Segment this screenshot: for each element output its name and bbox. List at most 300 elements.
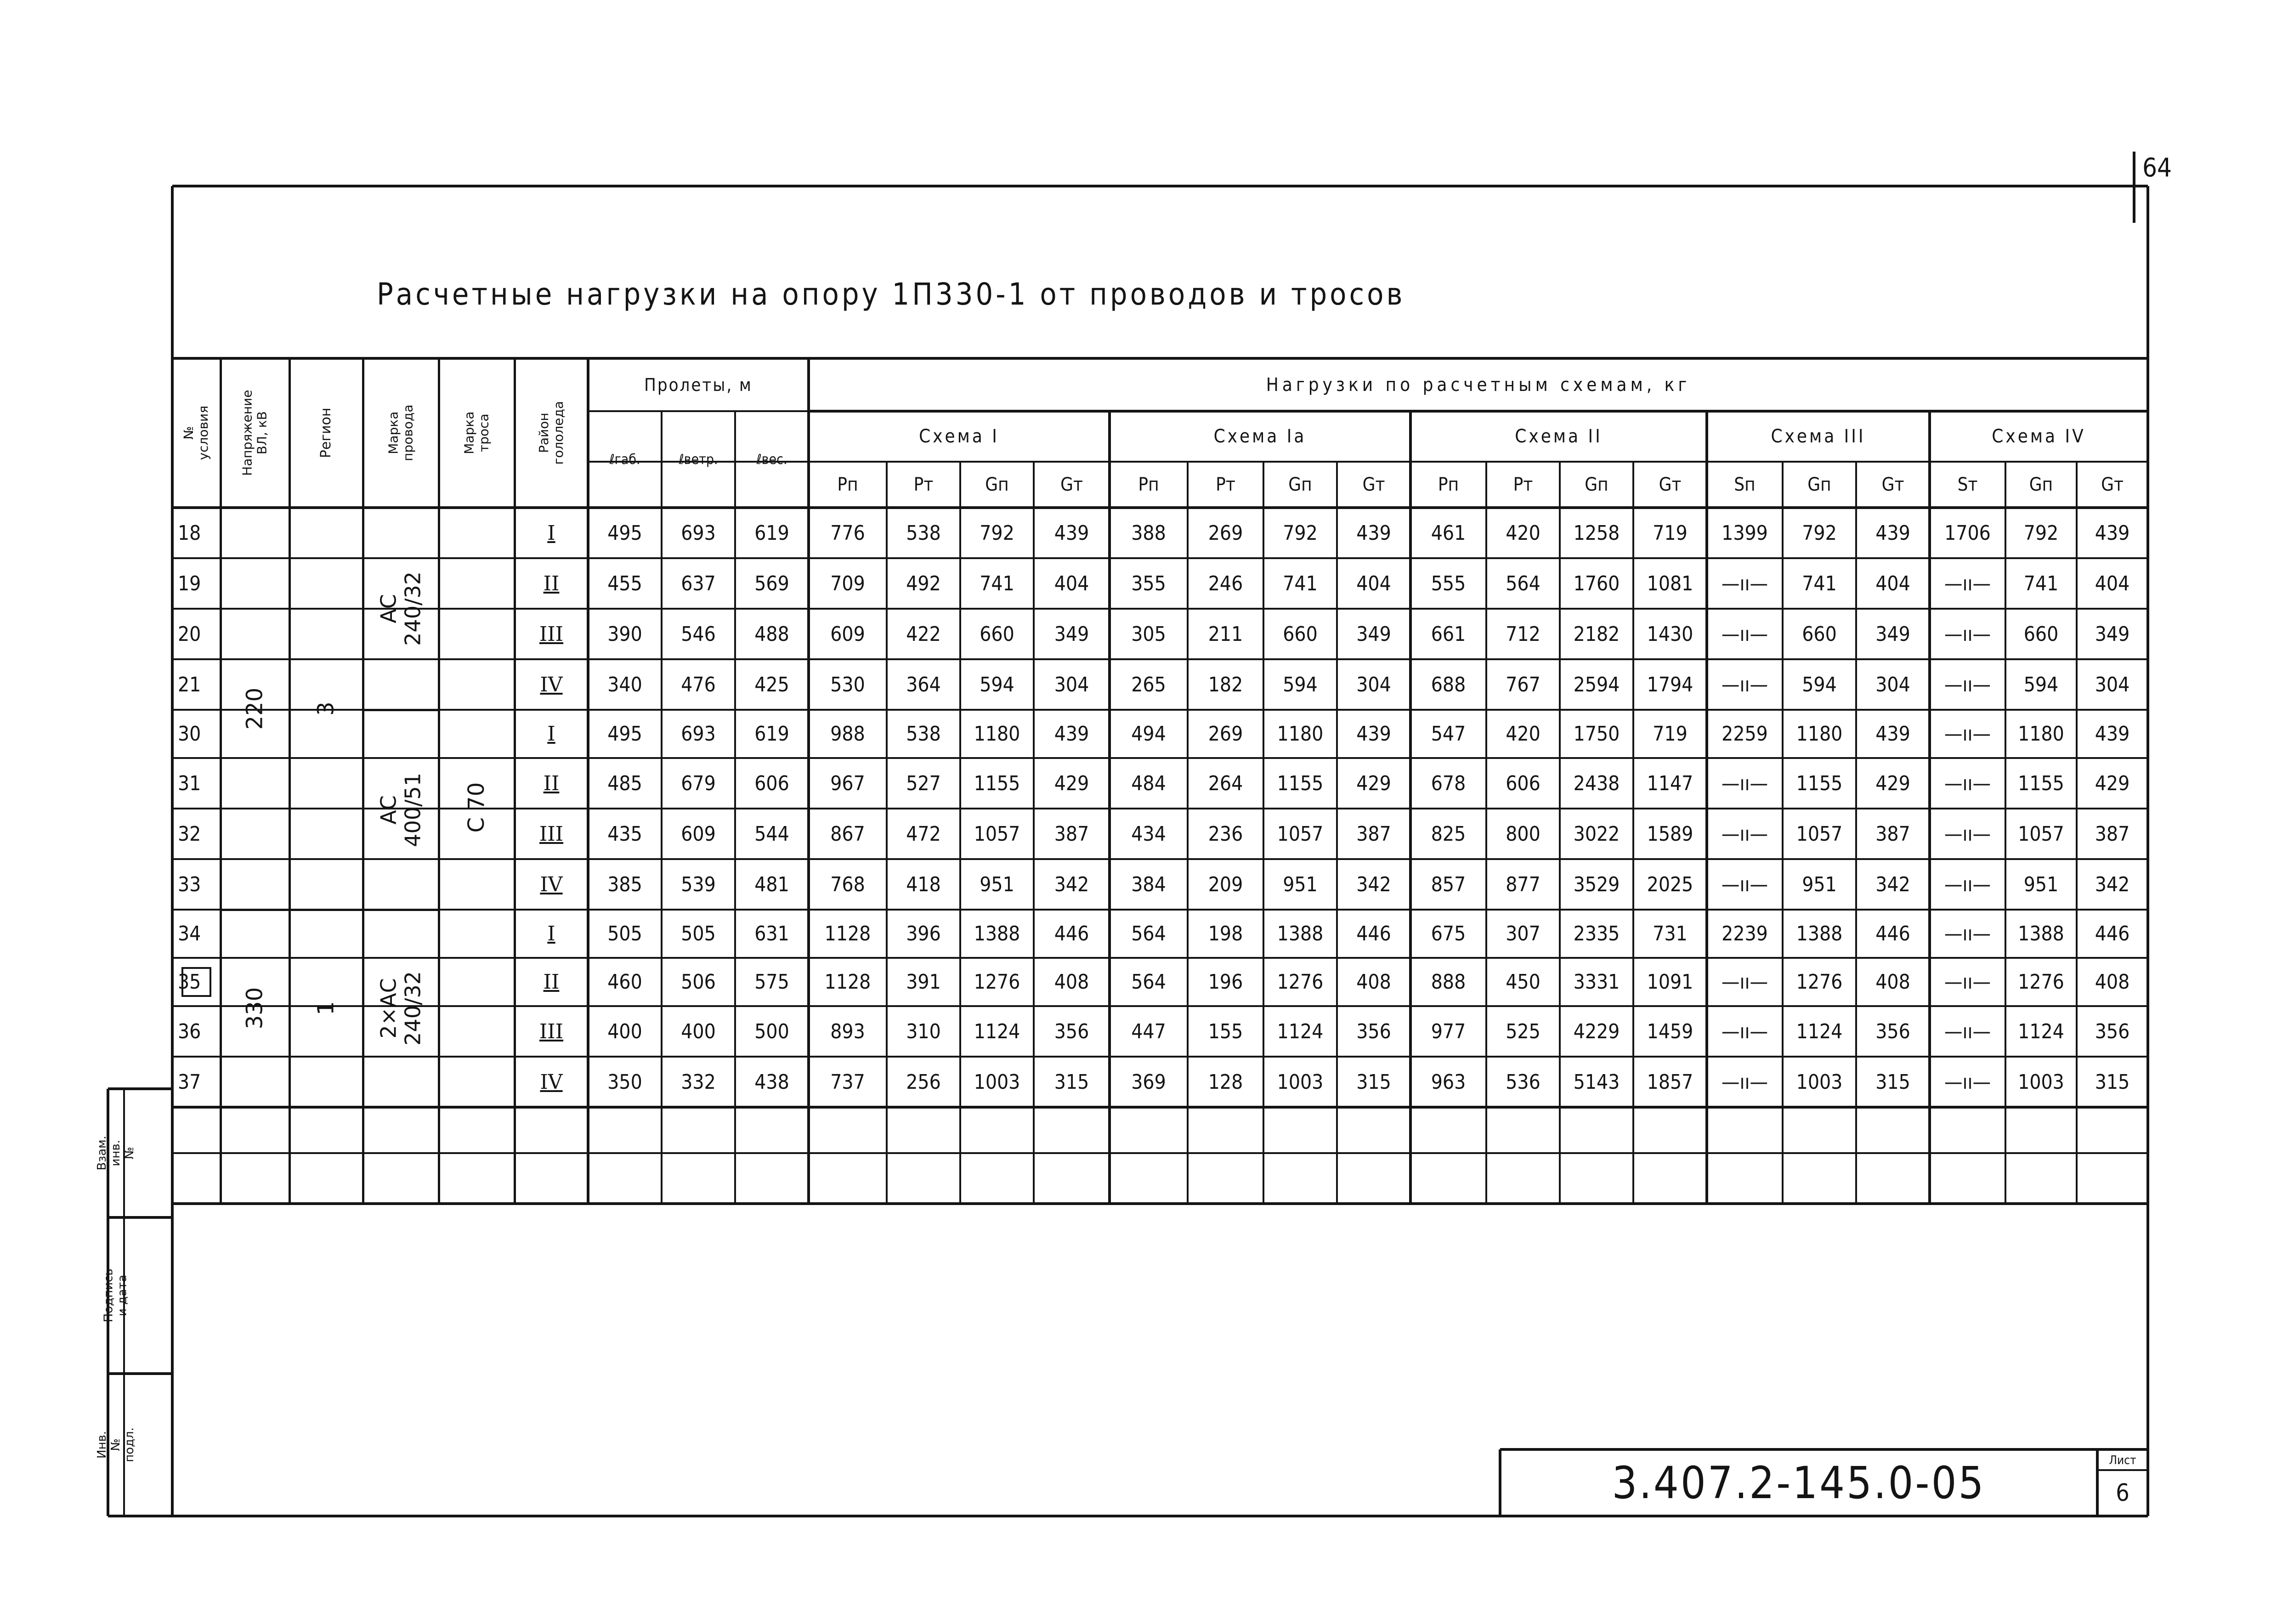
sheet-label: Лист [2109, 1454, 2136, 1467]
load-cell: 396 [906, 922, 941, 945]
span-cell: 631 [754, 922, 789, 945]
header-scheme-1: Схема I [919, 426, 999, 447]
load-cell: 446 [1054, 922, 1089, 945]
load-cell: 315 [1054, 1070, 1089, 1094]
load-cell: 877 [1506, 872, 1540, 896]
ice-region-cell: I [547, 722, 555, 746]
span-cell: 637 [681, 572, 716, 595]
header-loads: Нагрузки по расчетным схемам, кг [1266, 374, 1691, 396]
load-cell: 439 [1054, 521, 1089, 545]
span-cell: 390 [607, 622, 642, 646]
load-cell: 236 [1208, 822, 1243, 846]
load-cell: 265 [1131, 673, 1166, 696]
load-cell: 315 [2095, 1070, 2130, 1094]
load-cell: 356 [1356, 1019, 1391, 1043]
load-cell: 349 [2095, 622, 2130, 646]
load-cell: 420 [1506, 521, 1540, 545]
condition-number: 33 [178, 872, 201, 896]
load-cell: 387 [1356, 822, 1391, 846]
load-cell: 737 [830, 1070, 865, 1094]
load-cell: 446 [2095, 922, 2130, 945]
load-cell: —ıı— [1721, 622, 1768, 646]
voltage-cell-2-text: 330 [242, 987, 268, 1030]
load-cell: 963 [1431, 1070, 1466, 1094]
load-cell: 349 [1875, 622, 1910, 646]
load-cell: 269 [1208, 521, 1243, 545]
span-cell: 340 [607, 673, 642, 696]
header-voltage-text: Напряжение ВЛ, кВ [239, 390, 270, 476]
load-cell: 439 [1054, 722, 1089, 746]
condition-number: 32 [178, 822, 201, 846]
header-scheme-1-col: Pт [913, 474, 934, 495]
load-cell: 439 [2095, 722, 2130, 746]
region-cell-1 [289, 508, 363, 910]
load-cell: 594 [2023, 673, 2059, 696]
load-cell: 1124 [1277, 1019, 1324, 1043]
load-cell: 712 [1506, 622, 1540, 646]
load-cell: —ıı— [1721, 673, 1768, 696]
load-cell: 384 [1131, 872, 1166, 896]
region-cell-2-text: 1 [313, 1001, 339, 1016]
condition-number: 18 [178, 521, 201, 545]
load-cell: 429 [1875, 771, 1910, 795]
load-cell: 198 [1208, 922, 1243, 945]
load-cell: 408 [1875, 970, 1910, 994]
load-cell: 355 [1131, 572, 1166, 595]
condition-number: 37 [178, 1070, 201, 1094]
load-cell: 547 [1431, 722, 1466, 746]
load-cell: 420 [1506, 722, 1540, 746]
load-cell: 1388 [2018, 922, 2064, 945]
span-cell: 546 [681, 622, 716, 646]
load-cell: 342 [1875, 872, 1910, 896]
load-cell: 951 [1283, 872, 1318, 896]
load-cell: 1180 [974, 722, 1020, 746]
condition-number: 20 [178, 622, 201, 646]
ice-region-cell: III [539, 1019, 564, 1043]
load-cell: 800 [1506, 822, 1540, 846]
load-cell: 1589 [1647, 822, 1693, 846]
load-cell: 446 [1875, 922, 1910, 945]
load-cell: 364 [906, 673, 941, 696]
load-cell: 1003 [1277, 1070, 1324, 1094]
header-cable-grade [439, 358, 515, 508]
load-cell: 3529 [1573, 872, 1620, 896]
load-cell: 660 [980, 622, 1014, 646]
condition-number: 30 [178, 722, 201, 746]
header-ice-region [515, 358, 588, 508]
load-cell: 776 [830, 521, 865, 545]
load-cell: 1750 [1573, 722, 1620, 746]
load-cell: 2438 [1573, 771, 1620, 795]
header-scheme-3-col: Pп [1438, 474, 1459, 495]
load-cell: 1180 [1796, 722, 1843, 746]
span-cell: 500 [754, 1019, 789, 1043]
load-cell: 660 [2023, 622, 2059, 646]
load-cell: 387 [1875, 822, 1910, 846]
span-cell: 495 [607, 722, 642, 746]
ice-region-cell: I [547, 922, 555, 945]
load-cell: 1258 [1573, 521, 1620, 545]
load-cell: 439 [2095, 521, 2130, 545]
load-cell: 196 [1208, 970, 1243, 994]
stamp-replacement-inv-text: Взам. инв. № [95, 1136, 136, 1171]
wire-cell-1-text: АС 240/32 [376, 572, 425, 646]
load-cell: 1760 [1573, 572, 1620, 595]
load-cell: 741 [980, 572, 1014, 595]
load-cell: —ıı— [1944, 970, 1991, 994]
span-cell: 505 [681, 922, 716, 945]
load-cell: —ıı— [1721, 1070, 1768, 1094]
load-cell: —ıı— [1944, 922, 1991, 945]
span-cell: 485 [607, 771, 642, 795]
load-cell: 155 [1208, 1019, 1243, 1043]
voltage-cell-2 [221, 910, 289, 1107]
load-cell: 404 [2095, 572, 2130, 595]
load-cell: —ıı— [1944, 771, 1991, 795]
load-cell: 688 [1431, 673, 1466, 696]
condition-number: 19 [178, 572, 201, 595]
load-cell: 461 [1431, 521, 1466, 545]
header-scheme-5-col: Gп [2029, 474, 2053, 495]
span-cell: 575 [754, 970, 789, 994]
load-cell: 538 [906, 722, 941, 746]
page-number: 64 [2142, 153, 2172, 183]
load-cell: 429 [1356, 771, 1391, 795]
load-cell: 530 [830, 673, 865, 696]
load-cell: 1128 [824, 970, 871, 994]
load-cell: 741 [1802, 572, 1837, 595]
load-cell: 304 [2095, 673, 2130, 696]
load-cell: —ıı— [1944, 622, 1991, 646]
load-cell: 792 [1802, 521, 1837, 545]
stamp-replacement-inv [95, 1089, 136, 1217]
load-cell: 825 [1431, 822, 1466, 846]
load-cell: 1155 [1277, 771, 1324, 795]
ice-region-cell: II [543, 970, 560, 994]
header-scheme-4: Схема III [1771, 426, 1866, 447]
load-cell: 1057 [2018, 822, 2064, 846]
span-cell: 435 [607, 822, 642, 846]
ice-region-cell: IV [540, 1070, 563, 1094]
load-cell: 388 [1131, 521, 1166, 545]
header-scheme-4-col: Gп [1807, 474, 1831, 495]
load-cell: 447 [1131, 1019, 1166, 1043]
header-scheme-1-col: Pп [837, 474, 858, 495]
span-cell: 693 [681, 722, 716, 746]
load-cell: 342 [1054, 872, 1089, 896]
load-cell: 315 [1356, 1070, 1391, 1094]
load-cell: 310 [906, 1019, 941, 1043]
load-cell: —ıı— [1944, 722, 1991, 746]
span-cell: 488 [754, 622, 789, 646]
load-cell: 1057 [1796, 822, 1843, 846]
load-cell: 1388 [1277, 922, 1324, 945]
load-cell: 888 [1431, 970, 1466, 994]
load-cell: 1276 [1796, 970, 1843, 994]
load-cell: 893 [830, 1019, 865, 1043]
load-cell: 741 [2023, 572, 2059, 595]
load-cell: 1003 [2018, 1070, 2064, 1094]
cable-cell-1 [439, 508, 515, 1107]
load-cell: 5143 [1573, 1070, 1620, 1094]
header-scheme-4-col: Sп [1734, 474, 1756, 495]
span-cell: 350 [607, 1070, 642, 1094]
stamp-inv-no-text: Инв. № подл. [95, 1427, 136, 1462]
load-cell: 439 [1875, 521, 1910, 545]
grid-line-horizontal [172, 1202, 2148, 1205]
document-code: 3.407.2-145.0-05 [1612, 1457, 1986, 1509]
load-cell: 1124 [974, 1019, 1020, 1043]
load-cell: 2239 [1722, 922, 1768, 945]
span-cell: 400 [607, 1019, 642, 1043]
load-cell: 128 [1208, 1070, 1243, 1094]
load-cell: 1003 [1796, 1070, 1843, 1094]
span-cell: 460 [607, 970, 642, 994]
load-cell: 1091 [1647, 970, 1693, 994]
load-cell: 356 [2095, 1019, 2130, 1043]
load-cell: 2259 [1722, 722, 1768, 746]
load-cell: —ıı— [1721, 572, 1768, 595]
ice-region-cell: II [543, 572, 560, 595]
load-cell: 2335 [1573, 922, 1620, 945]
load-cell: 660 [1802, 622, 1837, 646]
load-cell: 594 [980, 673, 1014, 696]
header-scheme-3-col: Gп [1585, 474, 1608, 495]
grid-line-horizontal [172, 1152, 2148, 1154]
header-scheme-3: Схема II [1515, 426, 1603, 447]
load-cell: 1459 [1647, 1019, 1693, 1043]
load-cell: 1057 [974, 822, 1020, 846]
load-cell: 564 [1131, 922, 1166, 945]
span-cell: 569 [754, 572, 789, 595]
header-wire-grade-text: Марка провода [385, 404, 416, 462]
span-cell: 539 [681, 872, 716, 896]
span-cell: 505 [607, 922, 642, 945]
load-cell: 661 [1431, 622, 1466, 646]
wire-cell-2 [363, 710, 439, 910]
wire-cell-1 [363, 508, 439, 710]
load-cell: 538 [906, 521, 941, 545]
load-cell: 429 [1054, 771, 1089, 795]
load-cell: 1180 [1277, 722, 1324, 746]
load-cell: 439 [1356, 722, 1391, 746]
load-cell: 387 [2095, 822, 2130, 846]
load-cell: 1155 [974, 771, 1020, 795]
wire-cell-3 [363, 910, 439, 1107]
load-cell: 792 [1283, 521, 1318, 545]
load-cell: 439 [1875, 722, 1910, 746]
load-cell: 977 [1431, 1019, 1466, 1043]
region-cell-1-text: 3 [313, 702, 339, 716]
load-cell: 1180 [2018, 722, 2064, 746]
header-cable-grade-text: Марка троса [461, 411, 492, 455]
page-title: Расчетные нагрузки на опору 1П330-1 от проводов и тросов [377, 276, 1405, 312]
ice-region-cell: III [539, 622, 564, 646]
load-cell: 857 [1431, 872, 1466, 896]
load-cell: 967 [830, 771, 865, 795]
header-scheme-5-col: Gт [2101, 474, 2124, 495]
load-cell: 1794 [1647, 673, 1693, 696]
stamp-signature-date [102, 1217, 130, 1374]
stamp-inv-no [95, 1374, 136, 1516]
load-cell: 594 [1802, 673, 1837, 696]
load-cell: 315 [1875, 1070, 1910, 1094]
span-cell: 619 [754, 722, 789, 746]
load-cell: 594 [1283, 673, 1318, 696]
load-cell: 1399 [1722, 521, 1768, 545]
load-cell: 307 [1506, 922, 1540, 945]
span-cell: 506 [681, 970, 716, 994]
cable-cell-1-text: С 70 [463, 782, 489, 833]
load-cell: 1388 [974, 922, 1020, 945]
load-cell: 951 [2023, 872, 2059, 896]
load-cell: 349 [1054, 622, 1089, 646]
load-cell: 527 [906, 771, 941, 795]
load-cell: —ıı— [1721, 822, 1768, 846]
condition-number: 21 [178, 673, 201, 696]
load-cell: 2025 [1647, 872, 1693, 896]
load-cell: 304 [1054, 673, 1089, 696]
load-cell: 429 [2095, 771, 2130, 795]
load-cell: 342 [2095, 872, 2130, 896]
span-cell: 495 [607, 521, 642, 545]
span-cell: 400 [681, 1019, 716, 1043]
ice-region-cell: I [547, 521, 555, 545]
load-cell: 675 [1431, 922, 1466, 945]
header-span-weight: ℓвес. [756, 451, 787, 468]
load-cell: 391 [906, 970, 941, 994]
load-cell: —ıı— [1721, 1019, 1768, 1043]
header-region [289, 358, 363, 508]
header-region-text: Регион [317, 407, 334, 458]
load-cell: —ıı— [1944, 822, 1991, 846]
load-cell: 1128 [824, 922, 871, 945]
load-cell: —ıı— [1721, 771, 1768, 795]
load-cell: 492 [906, 572, 941, 595]
load-cell: 434 [1131, 822, 1166, 846]
load-cell: 564 [1506, 572, 1540, 595]
ice-region-cell: IV [540, 673, 563, 696]
header-scheme-3-col: Gт [1659, 474, 1682, 495]
load-cell: 709 [830, 572, 865, 595]
header-scheme-2-col: Pп [1138, 474, 1159, 495]
header-scheme-2-col: Gт [1362, 474, 1385, 495]
header-scheme-5-col: Sт [1957, 474, 1978, 495]
span-cell: 332 [681, 1070, 716, 1094]
load-cell: 564 [1131, 970, 1166, 994]
condition-number: 36 [178, 1019, 201, 1043]
ice-region-cell: III [539, 822, 564, 846]
load-cell: 1388 [1796, 922, 1843, 945]
load-cell: 792 [980, 521, 1014, 545]
load-cell: 1147 [1647, 771, 1693, 795]
ice-region-cell: II [543, 771, 560, 795]
load-cell: 305 [1131, 622, 1166, 646]
load-cell: 660 [1283, 622, 1318, 646]
header-scheme-2-col: Pт [1216, 474, 1235, 495]
load-cell: —ıı— [1944, 1070, 1991, 1094]
span-cell: 455 [607, 572, 642, 595]
load-cell: 741 [1283, 572, 1318, 595]
load-cell: 356 [1875, 1019, 1910, 1043]
span-cell: 679 [681, 771, 716, 795]
load-cell: 387 [1054, 822, 1089, 846]
load-cell: 2594 [1573, 673, 1620, 696]
load-cell: 439 [1356, 521, 1391, 545]
load-cell: 494 [1131, 722, 1166, 746]
voltage-cell-1 [221, 508, 289, 910]
load-cell: 269 [1208, 722, 1243, 746]
header-ice-region-text: Район гололеда [536, 401, 566, 465]
load-cell: 951 [980, 872, 1014, 896]
load-cell: 951 [1802, 872, 1837, 896]
region-cell-2 [289, 910, 363, 1107]
load-cell: 719 [1653, 722, 1688, 746]
load-cell: 246 [1208, 572, 1243, 595]
load-cell: 1276 [974, 970, 1020, 994]
wire-cell-2-text: АС 400/51 [376, 772, 425, 847]
load-cell: —ıı— [1944, 572, 1991, 595]
load-cell: 404 [1875, 572, 1910, 595]
load-cell: 525 [1506, 1019, 1540, 1043]
load-cell: 1276 [2018, 970, 2064, 994]
load-cell: —ıı— [1944, 872, 1991, 896]
load-cell: 2182 [1573, 622, 1620, 646]
span-cell: 476 [681, 673, 716, 696]
load-cell: 3331 [1573, 970, 1620, 994]
load-cell: 408 [1054, 970, 1089, 994]
span-cell: 425 [754, 673, 789, 696]
load-cell: 209 [1208, 872, 1243, 896]
load-cell: 408 [2095, 970, 2130, 994]
header-scheme-2-col: Gп [1288, 474, 1312, 495]
header-wire-grade [363, 358, 439, 508]
stamp-signature-date-text: Подпись и дата [102, 1268, 130, 1323]
header-scheme-3-col: Pт [1513, 474, 1533, 495]
load-cell: 792 [2023, 521, 2059, 545]
load-cell: 264 [1208, 771, 1243, 795]
span-cell: 385 [607, 872, 642, 896]
load-cell: 609 [830, 622, 865, 646]
load-cell: 1124 [2018, 1019, 2064, 1043]
load-cell: 1057 [1277, 822, 1324, 846]
load-cell: —ıı— [1721, 872, 1768, 896]
load-cell: —ıı— [1721, 970, 1768, 994]
grid-line-horizontal [172, 185, 2148, 187]
load-cell: 767 [1506, 673, 1540, 696]
load-cell: 450 [1506, 970, 1540, 994]
header-scheme-5: Схема IV [1992, 426, 2086, 447]
load-cell: 1706 [1944, 521, 1991, 545]
load-cell: —ıı— [1944, 673, 1991, 696]
load-cell: 606 [1506, 771, 1540, 795]
condition-number: 31 [178, 771, 201, 795]
load-cell: 256 [906, 1070, 941, 1094]
load-cell: 342 [1356, 872, 1391, 896]
span-cell: 481 [754, 872, 789, 896]
load-cell: 369 [1131, 1070, 1166, 1094]
span-cell: 544 [754, 822, 789, 846]
header-span-wind: ℓветр. [679, 451, 718, 468]
load-cell: 988 [830, 722, 865, 746]
span-cell: 619 [754, 521, 789, 545]
load-cell: 731 [1653, 922, 1688, 945]
load-cell: 768 [830, 872, 865, 896]
load-cell: 3022 [1573, 822, 1620, 846]
load-cell: 867 [830, 822, 865, 846]
header-condition-no-text: № условия [181, 406, 211, 460]
